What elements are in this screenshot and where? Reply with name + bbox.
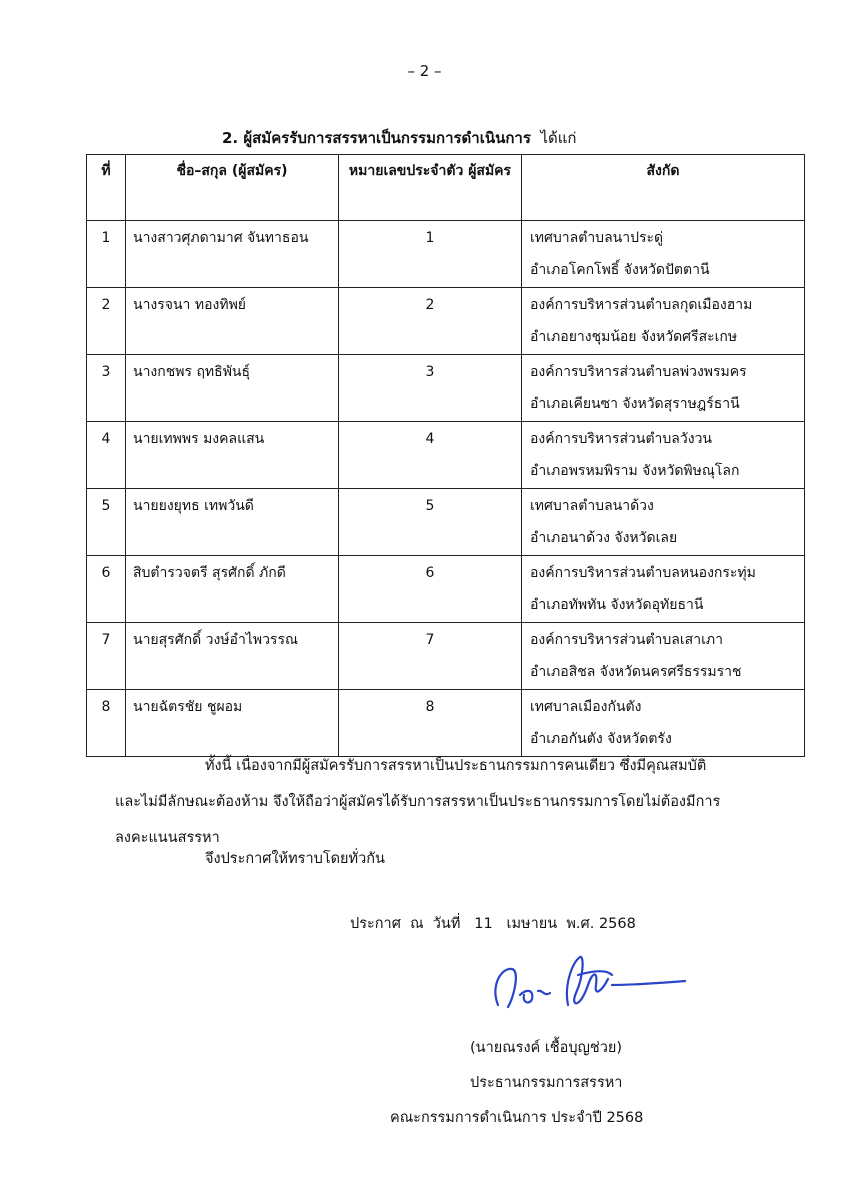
row-number: 8 xyxy=(339,690,522,757)
signer-position: ประธานกรรมการสรรหา xyxy=(470,1075,623,1091)
page-number: – 2 – xyxy=(407,62,442,80)
affiliation-line1: เทศบาลเมืองกันตัง xyxy=(530,699,642,715)
table-row xyxy=(87,422,805,489)
affiliation-line1: เทศบาลตำบลนาด้วง xyxy=(530,498,654,514)
row-number: 4 xyxy=(339,422,522,489)
row-number: 6 xyxy=(339,556,522,623)
signer-committee: คณะกรรมการดำเนินการ ประจำปี 2568 xyxy=(390,1110,644,1126)
row-affiliation xyxy=(522,623,805,690)
row-name: นายฉัตรชัย ชูผอม xyxy=(126,690,339,757)
table-row xyxy=(87,355,805,422)
table-row xyxy=(87,690,805,757)
notice-text: จึงประกาศให้ทราบโดยทั่วกัน xyxy=(205,851,385,867)
row-number: 3 xyxy=(339,355,522,422)
paragraph-line2: และไม่มีลักษณะต้องห้าม จึงให้ถือว่าผู้สมัครได้รับการสรรหาเป็นประธานกรรมการโดยไม่ต้องมีการ xyxy=(115,794,721,810)
table-row xyxy=(87,623,805,690)
table-row xyxy=(87,489,805,556)
row-affiliation xyxy=(522,221,805,288)
table-row xyxy=(87,221,805,288)
row-number: 7 xyxy=(339,623,522,690)
table-header-row xyxy=(87,155,805,221)
affiliation-line2: อำเภอนาด้วง จังหวัดเลย xyxy=(530,530,678,546)
affiliation-line1: องค์การบริหารส่วนตำบลหนองกระทุ่ม xyxy=(530,565,756,581)
row-name: นางรจนา ทองทิพย์ xyxy=(126,288,339,355)
header-name: ชื่อ–สกุล (ผู้สมัคร) xyxy=(126,155,339,221)
section-heading xyxy=(222,126,577,150)
row-affiliation xyxy=(522,288,805,355)
row-no: 2 xyxy=(87,288,126,355)
row-no: 5 xyxy=(87,489,126,556)
signer-name: (นายณรงค์ เชื้อบุญช่วย) xyxy=(470,1040,623,1056)
affiliation-line1: องค์การบริหารส่วนตำบลวังวน xyxy=(530,431,713,447)
row-name: สิบตำรวจตรี สุรศักดิ์ ภักดี xyxy=(126,556,339,623)
row-affiliation xyxy=(522,489,805,556)
row-affiliation xyxy=(522,556,805,623)
row-number: 5 xyxy=(339,489,522,556)
affiliation-line2: อำเภอพรหมพิราม จังหวัดพิษณุโลก xyxy=(530,463,740,479)
table-row xyxy=(87,288,805,355)
paragraph-line3: ลงคะแนนสรรหา xyxy=(115,830,220,846)
row-affiliation xyxy=(522,355,805,422)
affiliation-line2: อำเภอทัพทัน จังหวัดอุทัยธานี xyxy=(530,597,704,613)
affiliation-line1: เทศบาลตำบลนาประดู่ xyxy=(530,230,664,246)
affiliation-line1: องค์การบริหารส่วนตำบลเสาเภา xyxy=(530,632,723,648)
affiliation-line2: อำเภอโคกโพธิ์ จังหวัดปัตตานี xyxy=(530,262,710,278)
affiliation-line1: องค์การบริหารส่วนตำบลพ่วงพรมคร xyxy=(530,364,747,380)
section-title: 2. ผู้สมัครรับการสรรหาเป็นกรรมการดำเนินการ xyxy=(222,129,531,147)
row-affiliation xyxy=(522,690,805,757)
announcement-paragraph xyxy=(115,748,805,856)
affiliation-line2: อำเภอกันตัง จังหวัดตรัง xyxy=(530,731,672,747)
row-no: 7 xyxy=(87,623,126,690)
row-affiliation xyxy=(522,422,805,489)
table-row xyxy=(87,556,805,623)
candidates-table xyxy=(86,154,805,757)
affiliation-line1: องค์การบริหารส่วนตำบลกุดเมืองฮาม xyxy=(530,297,753,313)
row-no: 8 xyxy=(87,690,126,757)
header-number: หมายเลขประจำตัว ผู้สมัคร xyxy=(339,155,522,221)
affiliation-line2: อำเภอสิชล จังหวัดนครศรีธรรมราช xyxy=(530,664,742,680)
announcement-date: ประกาศ ณ วันที่ 11 เมษายน พ.ศ. 2568 xyxy=(350,916,636,932)
signature-image xyxy=(480,945,690,1025)
row-name: นางสาวศุภดามาศ จันทาธอน xyxy=(126,221,339,288)
row-number: 2 xyxy=(339,288,522,355)
header-no: ที่ xyxy=(87,155,126,221)
row-name: นางกชพร ฤทธิพันธุ์ xyxy=(126,355,339,422)
row-no: 6 xyxy=(87,556,126,623)
row-number: 1 xyxy=(339,221,522,288)
affiliation-line2: อำเภอยางชุมน้อย จังหวัดศรีสะเกษ xyxy=(530,329,738,345)
affiliation-line2: อำเภอเคียนซา จังหวัดสุราษฎร์ธานี xyxy=(530,396,740,412)
section-title-tail: ได้แก่ xyxy=(540,129,577,147)
row-no: 4 xyxy=(87,422,126,489)
row-name: นายยงยุทธ เทพวันดี xyxy=(126,489,339,556)
row-name: นายสุรศักดิ์ วงษ์อำไพวรรณ xyxy=(126,623,339,690)
header-affiliation: สังกัด xyxy=(522,155,805,221)
row-no: 3 xyxy=(87,355,126,422)
paragraph-line1: ทั้งนี้ เนื่องจากมีผู้สมัครรับการสรรหาเป็นประธานกรรมการคนเดียว ซึ่งมีคุณสมบัติ xyxy=(205,758,707,774)
row-no: 1 xyxy=(87,221,126,288)
row-name: นายเทพพร มงคลแสน xyxy=(126,422,339,489)
